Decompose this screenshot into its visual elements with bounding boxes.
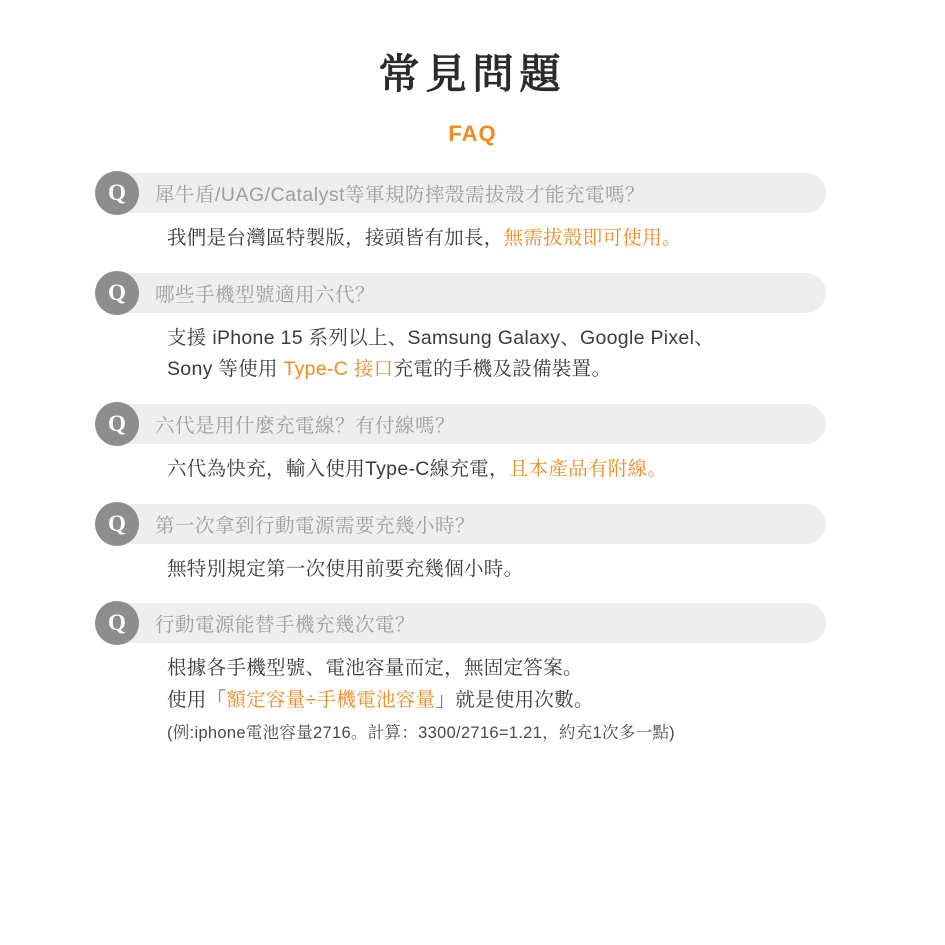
question-badge-icon: Q xyxy=(95,402,139,446)
answer-plain: 支援 iPhone 15 系列以上、Samsung Galaxy、Google Pixel、 xyxy=(167,326,715,349)
answer-highlight: Type-C 接口 xyxy=(283,358,394,381)
question-badge-icon: Q xyxy=(95,601,139,645)
faq-question-row[interactable] xyxy=(95,504,850,544)
answer-line xyxy=(167,554,850,586)
faq-answer xyxy=(167,554,850,586)
answer-line xyxy=(167,223,850,255)
page-subtitle: FAQ xyxy=(448,121,497,147)
faq-question-row[interactable] xyxy=(95,603,850,643)
faq-question-row[interactable] xyxy=(95,404,850,444)
answer-line xyxy=(167,323,850,355)
faq-answer xyxy=(167,223,850,255)
answer-line xyxy=(167,454,850,486)
answer-highlight: 無需拔殼即可使用。 xyxy=(503,227,682,250)
answer-note: (例:iphone電池容量2716。計算：3300/2716=1.21，約充1次多一點) xyxy=(167,724,675,743)
answer-plain: 六代為快充，輸入使用Type-C線充電， xyxy=(167,457,509,480)
faq-question-row[interactable] xyxy=(95,273,850,313)
faq-question-text: 犀牛盾/UAG/Catalyst等軍規防摔殼需拔殼才能充電嗎？ xyxy=(155,184,646,207)
faq-answer xyxy=(167,454,850,486)
page-title: 常見問題 xyxy=(378,51,567,97)
question-badge-icon: Q xyxy=(95,171,139,215)
faq-question-text: 六代是用什麼充電線？有付線嗎？ xyxy=(155,414,456,437)
faq-answer xyxy=(167,653,850,747)
answer-tail: 充電的手機及設備裝置。 xyxy=(393,358,612,381)
answer-plain: 無特別規定第一次使用前要充幾個小時。 xyxy=(167,557,524,580)
answer-plain: Sony 等使用 xyxy=(167,358,284,381)
faq-item[interactable] xyxy=(95,173,850,255)
answer-plain: 我們是台灣區特製版，接頭皆有加長， xyxy=(167,227,504,250)
answer-line xyxy=(167,354,850,386)
answer-line xyxy=(167,685,850,717)
faq-list xyxy=(95,173,850,747)
question-badge-icon: Q xyxy=(95,271,139,315)
faq-item[interactable] xyxy=(95,273,850,386)
faq-item[interactable] xyxy=(95,504,850,586)
faq-question-text: 行動電源能替手機充幾次電？ xyxy=(155,614,416,637)
faq-answer xyxy=(167,323,850,386)
faq-item[interactable] xyxy=(95,603,850,747)
answer-tail: 」就是使用次數。 xyxy=(435,688,594,711)
answer-highlight: 且本產品有附線。 xyxy=(508,457,668,480)
answer-highlight: 額定容量÷手機電池容量 xyxy=(226,688,436,711)
faq-item[interactable] xyxy=(95,404,850,486)
answer-plain: 根據各手機型號、電池容量而定，無固定答案。 xyxy=(167,657,583,680)
faq-question-text: 哪些手機型號適用六代？ xyxy=(155,283,376,306)
answer-plain: 使用「 xyxy=(167,688,227,711)
question-badge-icon: Q xyxy=(95,502,139,546)
faq-question-row[interactable] xyxy=(95,173,850,213)
faq-question-text: 第一次拿到行動電源需要充幾小時？ xyxy=(155,514,476,537)
answer-line xyxy=(167,653,850,685)
